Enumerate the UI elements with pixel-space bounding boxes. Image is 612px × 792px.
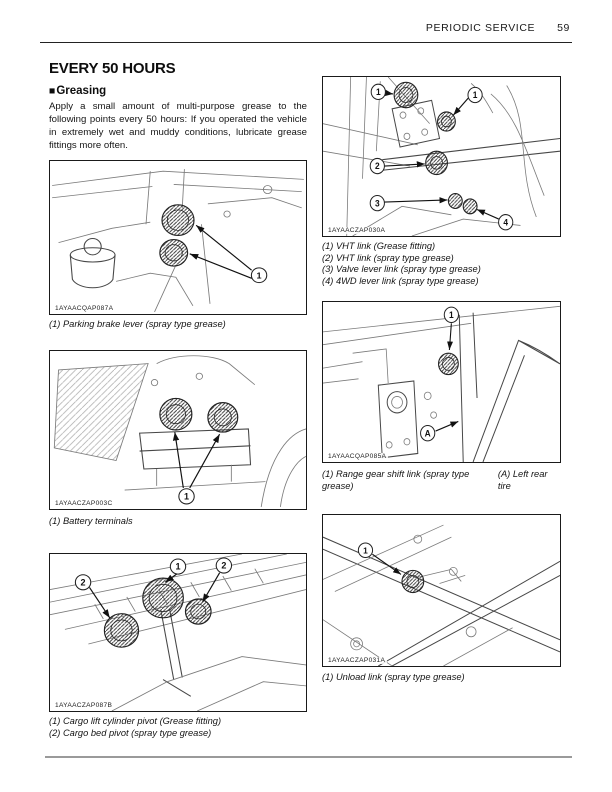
figure-caption: (3) Valve lever link (spray type grease)	[322, 264, 481, 274]
callout-arrow	[372, 554, 401, 574]
unload-link-illustration	[323, 515, 560, 666]
callout-arrow	[384, 200, 447, 202]
callout-a-label: A	[424, 428, 431, 439]
range-gear-illustration	[323, 302, 560, 462]
grease-point	[439, 353, 459, 374]
figure-caption: (1) VHT link (Grease fitting)	[322, 241, 436, 251]
figure-caption: (1) Cargo lift cylinder pivot (Grease fitting)	[49, 716, 222, 726]
figure-caption: (1) Range gear shift link (spray type grease)	[322, 469, 470, 491]
callout-4-label: 4	[503, 217, 509, 228]
figure-id-label: 1AYAACQAP085A	[328, 453, 387, 460]
callout-arrow	[436, 421, 459, 431]
callout-1-label: 1	[175, 561, 181, 572]
content	[49, 43, 612, 739]
figure-caption: (1) Parking brake lever (spray type grease)	[49, 319, 226, 329]
callout-arrow	[385, 93, 393, 94]
figure-id-label: 1AYAACZAP087B	[55, 702, 113, 709]
callout-1-label: 1	[375, 86, 381, 98]
greasing-body-text: Apply a small amount of multi-purpose grease to the following points every 50 hours: If you operated the vehicle in extremely wet and muddy conditions, lubricate grease fittings more often.	[49, 101, 307, 151]
figure-id-label: 1AYAACQAP087A	[55, 305, 114, 312]
grease-point	[104, 578, 211, 647]
left-column	[49, 43, 307, 739]
callout-arrow	[190, 434, 220, 488]
figure-id-label: 1AYAACZAP031A	[328, 657, 386, 664]
figure-parking-brake	[49, 160, 307, 315]
callout-1-label: 1	[472, 89, 478, 101]
figure-caption: (A) Left rear tire	[497, 469, 548, 491]
callout-arrow	[453, 98, 468, 115]
left-rear-tire-outline	[473, 340, 560, 462]
figure-battery-terminals	[49, 350, 307, 510]
callout-arrow	[196, 225, 251, 270]
battery-illustration	[50, 351, 306, 509]
right-column	[322, 76, 561, 684]
callout-2-label: 2	[80, 577, 86, 588]
header-section-title: PERIODIC SERVICE	[425, 22, 536, 34]
greasing-heading-label: Greasing	[56, 85, 107, 97]
figure-id-label: 1AYAACZAP003C	[55, 499, 113, 507]
grease-point	[402, 570, 424, 592]
footer-rule	[45, 756, 572, 758]
callout-arrow	[175, 432, 184, 488]
grease-point	[160, 398, 238, 432]
callout-3-label: 3	[374, 198, 380, 209]
square-bullet-icon: ■	[49, 85, 56, 97]
cargo-illustration	[50, 554, 306, 711]
parking-brake-illustration	[50, 161, 306, 314]
callout-2-label: 2	[374, 160, 380, 172]
header-page-number: 59	[557, 22, 570, 34]
figure-caption: (1) Unload link (spray type grease)	[322, 672, 465, 682]
greasing-heading	[49, 85, 307, 97]
figure-caption: (4) 4WD lever link (spray type grease)	[322, 275, 479, 286]
figure-vht-links	[322, 76, 561, 237]
figure-range-gear-shift	[322, 301, 561, 463]
callout-arrow	[449, 323, 451, 350]
callout-arrow	[190, 254, 252, 278]
figure-caption: (2) VHT link (spray type grease)	[322, 252, 454, 263]
callout-1-label: 1	[256, 270, 262, 281]
callout-2-label: 2	[221, 560, 227, 571]
callout-1-label: 1	[184, 491, 190, 502]
figure-cargo-pivots	[49, 553, 307, 712]
callout-arrow	[384, 164, 424, 166]
vht-links-illustration	[323, 77, 560, 236]
callout-1-label: 1	[363, 545, 368, 556]
figure-caption: (2) Cargo bed pivot (spray type grease)	[49, 727, 212, 738]
callout-1-label: 1	[449, 309, 454, 321]
figure-caption-row	[322, 469, 561, 492]
callout-arrow	[477, 210, 499, 220]
figure-id-label: 1AYAACZAP030A	[328, 227, 386, 234]
section-title: EVERY 50 HOURS	[49, 60, 176, 77]
page-header	[0, 0, 612, 34]
figure-caption: (1) Battery terminals	[49, 515, 133, 526]
figure-unload-link	[322, 514, 561, 667]
grease-point	[160, 205, 194, 266]
callout-arrow	[203, 573, 220, 602]
